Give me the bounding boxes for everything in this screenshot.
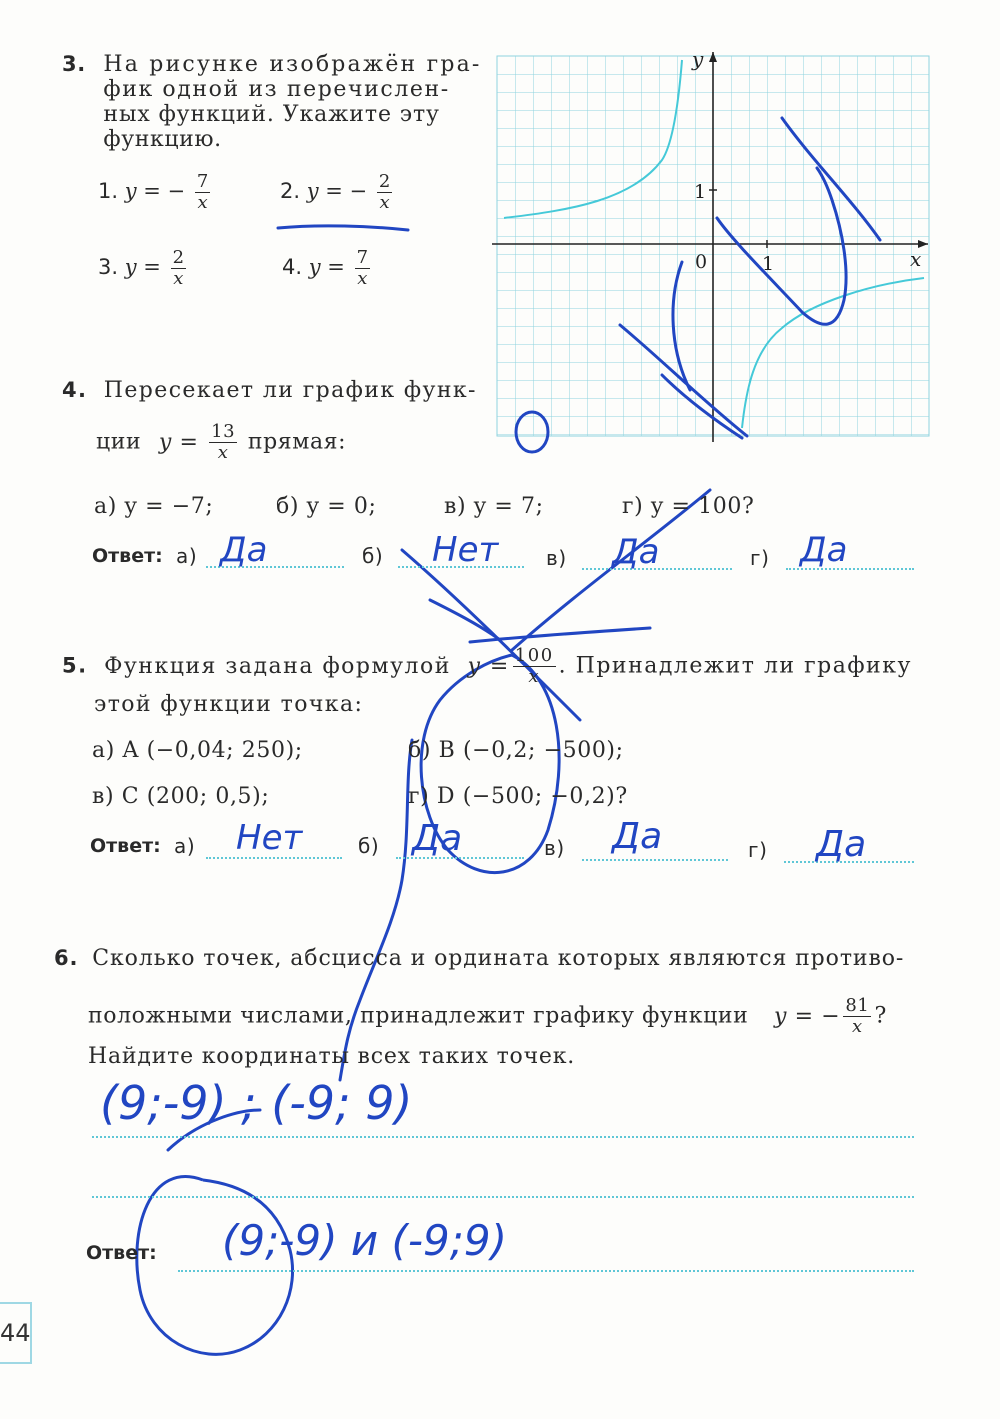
task6-line-1-text: Сколько точек, абсцисса и ордината которых являются противо-: [92, 946, 905, 971]
task4-line-1: [62, 378, 477, 403]
task5-number: 5.: [62, 653, 88, 678]
task4-line-2-pre: ции: [96, 429, 142, 455]
task5-choice-b: б) B (−0,2; −500);: [408, 738, 624, 763]
task4-fraction: [209, 422, 237, 463]
task4-function-lhs: y =: [158, 429, 199, 455]
task4-choice-c: в) y = 7;: [444, 494, 544, 519]
task5-handwritten-c: Да: [612, 816, 663, 857]
task5-fraction: [513, 646, 556, 687]
numerator: 7: [356, 247, 369, 268]
task5-slot-c: в): [544, 836, 565, 860]
ink-stroke: [470, 628, 650, 642]
denominator: x: [852, 1016, 863, 1037]
option-label: 4.: [282, 255, 303, 279]
task4-slot-c: в): [546, 546, 567, 570]
task4-handwritten-c: Да: [612, 532, 660, 572]
option-label: 1.: [98, 179, 119, 203]
numerator: 2: [172, 247, 185, 268]
task5-answer-line-c[interactable]: [582, 859, 728, 861]
task4-number: 4.: [62, 378, 88, 402]
task5-handwritten-a: Нет: [236, 818, 303, 858]
task6-line-2-post: ?: [874, 1003, 887, 1029]
task6-handwritten-work: (9;-9) ; (-9; 9): [100, 1076, 413, 1130]
task5-choice-c: в) C (200; 0,5);: [92, 784, 270, 809]
denominator: x: [379, 192, 390, 213]
numerator: 2: [378, 171, 391, 192]
task3-number: 3.: [62, 52, 86, 76]
option-lhs: y =: [124, 255, 161, 279]
task4-choice-b: б) y = 0;: [276, 494, 377, 519]
page-number: 44: [0, 1302, 32, 1364]
task5-function-lhs: y =: [467, 653, 510, 679]
task6-line-3: Найдите координаты всех таких точек.: [88, 1044, 576, 1069]
task3-line-3: ных функций. Укажите эту: [103, 102, 440, 127]
numerator: 81: [845, 995, 870, 1016]
task5-choice-d: г) D (−500; −0,2)?: [408, 784, 628, 809]
task4-choice-d: г) y = 100?: [622, 494, 755, 519]
task4-line-1-text: Пересекает ли график функ-: [103, 378, 477, 403]
y-unit-label: 1: [694, 181, 707, 203]
denominator: x: [528, 666, 541, 687]
task4-answer-label: Ответ:: [92, 545, 163, 567]
task3-line-2: фик одной из перечислен-: [103, 77, 450, 102]
numerator: 7: [196, 171, 209, 192]
option-lhs: y = −: [306, 179, 368, 203]
task4-choice-a: а) y = −7;: [94, 494, 214, 519]
task5-line-2: этой функции точка:: [94, 692, 364, 717]
task6-work-line-2[interactable]: [92, 1196, 914, 1198]
task6-number: 6.: [54, 946, 79, 970]
task5-slot-d: г): [748, 838, 768, 862]
denominator: x: [197, 192, 208, 213]
task5-line-1-pre: Функция задана формулой: [104, 653, 451, 679]
task4-line-2: [96, 422, 346, 463]
x-unit-label: 1: [762, 253, 775, 275]
ink-circle: [516, 412, 548, 452]
x-axis-label: x: [910, 247, 922, 271]
y-axis-label: y: [692, 50, 704, 71]
numerator: 13: [211, 421, 236, 442]
task3-line-4: функцию.: [103, 127, 222, 152]
task4-slot-b: б): [362, 544, 384, 568]
option-label: 3.: [98, 255, 119, 279]
answer-underline: [278, 226, 408, 230]
option-lhs: y = −: [124, 179, 186, 203]
option-label: 2.: [280, 179, 301, 203]
task6-answer-label: Ответ:: [86, 1242, 157, 1264]
task5-line-1-post: . Принадлежит ли графику: [558, 653, 912, 679]
task6-line-2: [88, 996, 887, 1037]
task4-handwritten-b: Нет: [432, 530, 499, 570]
task4-line-2-post: прямая:: [247, 429, 347, 455]
task6-work-line-1[interactable]: [92, 1136, 914, 1138]
task5-handwritten-d: Да: [816, 824, 867, 865]
ink-loop: [137, 1177, 293, 1355]
task5-choice-a: а) A (−0,04; 250);: [92, 738, 303, 763]
task3-line-1: На рисунке изображён гра-: [103, 52, 482, 77]
denominator: x: [357, 268, 368, 289]
task5-answer-label: Ответ:: [90, 835, 161, 857]
origin-label: 0: [695, 251, 708, 273]
task6-handwritten-answer: (9;-9) и (-9;9): [222, 1216, 508, 1265]
task6-line-2-pre: положными числами, принадлежит графику функции: [88, 1003, 749, 1029]
task5-slot-b: б): [358, 834, 380, 858]
numerator: 100: [514, 645, 554, 666]
task6-function-lhs: y = −: [774, 1003, 841, 1029]
task6-line-1: [54, 946, 904, 971]
option-lhs: y =: [308, 255, 345, 279]
task5-handwritten-b: Да: [412, 818, 463, 859]
task5-line-1: [62, 646, 912, 687]
task4-handwritten-d: Да: [800, 530, 848, 570]
task4-slot-a: а): [176, 544, 198, 568]
denominator: x: [173, 268, 184, 289]
denominator: x: [217, 442, 229, 463]
task6-fraction: [843, 996, 871, 1037]
task4-handwritten-a: Да: [220, 530, 268, 570]
task6-answer-line[interactable]: [178, 1270, 914, 1272]
task5-slot-a: а): [174, 834, 196, 858]
task4-slot-d: г): [750, 546, 770, 570]
